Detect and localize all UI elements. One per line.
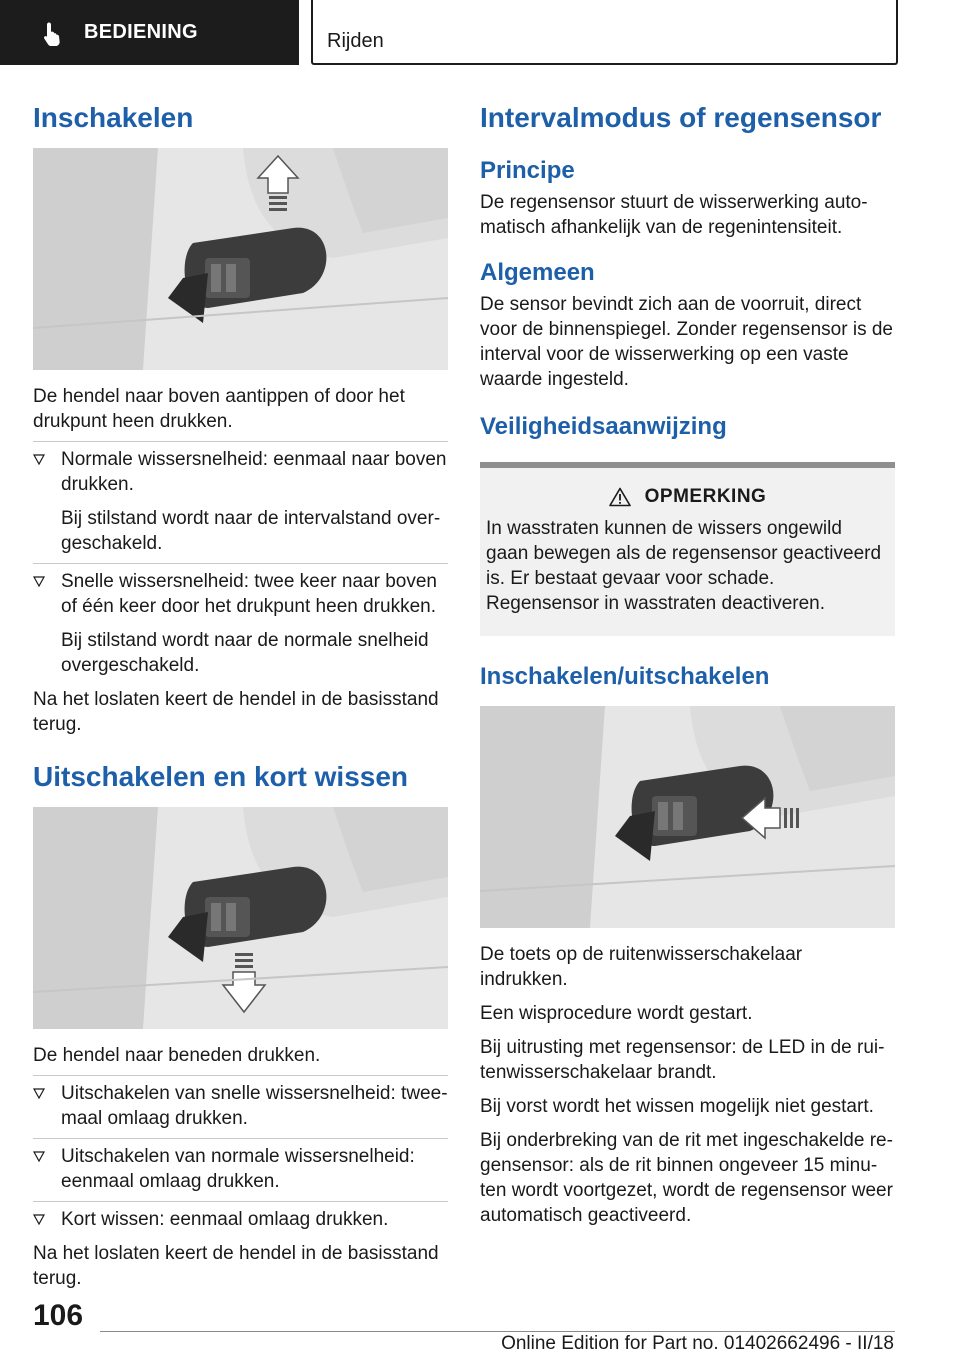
bullet-triangle-icon <box>33 1088 45 1100</box>
footer-rule <box>100 1331 895 1332</box>
paragraph: De sensor bevindt zich aan de voorruit, direct voor de binnenspiegel. Zonder regensensor is de interval voor de wisserwerking op een vaste waarde ingesteld. <box>480 294 893 390</box>
section-title-inschakelen: Inschakelen <box>33 102 194 133</box>
list-item <box>33 1144 448 1194</box>
paragraph: De hendel naar beneden drukken. <box>33 1045 321 1066</box>
warning-box <box>480 462 895 636</box>
paragraph: Na het loslaten keert de hendel in de basisstand terug. <box>33 1243 439 1289</box>
section-title-intervalmodus: Intervalmodus of regensensor <box>480 102 882 133</box>
subsection-title-principe: Principe <box>480 157 575 184</box>
hand-pointer-icon <box>40 20 66 46</box>
subsection-title-inschakelen-uitschakelen: Inschakelen/uitschakelen <box>480 663 770 690</box>
paragraph: Een wisprocedure wordt gestart. <box>480 1003 753 1024</box>
list-item-text: Uitschakelen van normale wissersnelheid: eenmaal omlaag drukken. <box>61 1146 415 1192</box>
bullet-triangle-icon <box>33 576 45 588</box>
paragraph: Na het loslaten keert de hendel in de basisstand terug. <box>33 689 439 735</box>
paragraph: Bij uitrusting met regensensor: de LED in de ruitenwisserschakelaar brandt. <box>480 1037 885 1083</box>
list-item-text: Snelle wissersnelheid: twee keer naar boven of één keer door het drukpunt heen drukken. <box>61 571 437 617</box>
paragraph: Bij vorst wordt het wissen mogelijk niet gestart. <box>480 1096 874 1117</box>
section-label: Rijden <box>327 30 384 52</box>
page-number: 106 <box>33 1299 84 1332</box>
list-item-text: Kort wissen: eenmaal omlaag drukken. <box>61 1209 389 1230</box>
list-item <box>33 447 448 556</box>
paragraph: De hendel naar boven aantippen of door het drukpunt heen drukken. <box>33 386 405 432</box>
list-item-text: Normale wissersnelheid: eenmaal naar boven drukken. <box>61 449 447 495</box>
right-column <box>480 100 895 1228</box>
list-item-note: Bij stilstand wordt naar de normale snelheid overgeschakeld. <box>61 630 429 676</box>
section-title-uitschakelen: Uitschakelen en kort wissen <box>33 761 409 792</box>
paragraph: Bij onderbreking van de rit met ingeschakelde regensensor: als de rit binnen ongeveer 15 minuten wordt voortgezet, wordt de regensensor weer automatisch geactiveerd. <box>480 1130 893 1226</box>
bullet-triangle-icon <box>33 1151 45 1163</box>
subsection-title-veiligheid: Veiligheidsaanwijzing <box>480 413 727 440</box>
wiper-lever-up-illustration <box>33 148 448 370</box>
list-item-note: Bij stilstand wordt naar de intervalstand overgeschakeld. <box>61 508 441 554</box>
list-item-text: Uitschakelen van snelle wissersnelheid: tweemaal omlaag drukken. <box>61 1083 448 1129</box>
warning-label: OPMERKING <box>644 486 767 507</box>
list-item <box>33 1207 448 1232</box>
wiper-lever-down-illustration <box>33 807 448 1029</box>
warning-heading <box>486 486 889 508</box>
bullet-triangle-icon <box>33 1214 45 1226</box>
list-item <box>33 1081 448 1131</box>
warning-triangle-icon <box>609 487 631 507</box>
left-column <box>33 100 448 1291</box>
chapter-tab <box>0 0 299 65</box>
chapter-label: BEDIENING <box>84 21 198 43</box>
paragraph: De toets op de ruitenwisserschakelaar indrukken. <box>480 944 803 990</box>
edition-text: Online Edition for Part no. 01402662496 - II/18 <box>501 1333 894 1354</box>
wiper-lever-button-illustration <box>480 706 895 928</box>
warning-text: In wasstraten kunnen de wissers ongewild gaan bewegen als de regensensor geactiveerd is. Er bestaat gevaar voor schade. Regensensor in wasstraten deactiveren. <box>486 518 882 614</box>
paragraph: De regensensor stuurt de wisserwerking automatisch afhankelijk van de regenintensiteit. <box>480 192 868 238</box>
subsection-title-algemeen: Algemeen <box>480 259 595 286</box>
bullet-triangle-icon <box>33 454 45 466</box>
section-header <box>311 0 898 65</box>
list-item <box>33 569 448 678</box>
